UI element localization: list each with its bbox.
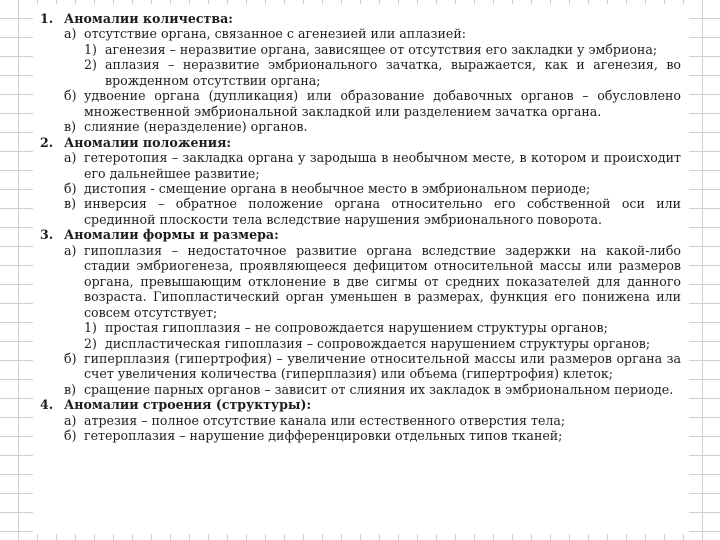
- list-item-marker: а): [64, 412, 77, 428]
- list-item-text: гетероплазия – нарушение дифференцировки отдельных типов тканей;: [84, 428, 563, 444]
- list-item-marker: б): [64, 180, 77, 196]
- list-item: [64, 196, 681, 227]
- sub-list-item-text: простая гипоплазия – не сопровождается нарушением структуры органов;: [105, 320, 608, 336]
- section-title: Аномалии положения:: [64, 134, 232, 150]
- sub-list-item-text: агенезия – неразвитие органа, зависящее от отсутствия его закладки у эмбриона;: [105, 41, 658, 57]
- list-item-text: атрезия – полное отсутствие канала или естественного отверстия тела;: [84, 412, 566, 428]
- section-number: 1.: [40, 11, 54, 26]
- list-item: [64, 88, 681, 119]
- section-title: Аномалии количества:: [64, 11, 233, 26]
- sub-list-item-marker: 1): [84, 41, 97, 57]
- section-title: Аномалии формы и размера:: [64, 227, 279, 243]
- list-item: [64, 382, 681, 397]
- list-item: [64, 181, 681, 196]
- list-item-text: удвоение органа (дупликация) или образование добавочных органов – обусловлено множественной эмбриональной закладкой или разделением зачатка органа.: [84, 88, 681, 119]
- section-heading: [40, 397, 681, 412]
- document-page: [33, 4, 689, 534]
- section-number: 3.: [40, 227, 54, 243]
- list-item: [64, 243, 681, 320]
- list-item-text: гетеротопия – закладка органа у зародыша в необычном месте, в котором и происходит его дальнейшее развитие;: [84, 150, 681, 181]
- section-number: 4.: [40, 397, 54, 413]
- section-heading: [40, 135, 681, 150]
- list-item-marker: в): [64, 119, 77, 135]
- list-item-marker: б): [64, 350, 77, 366]
- list-item: [64, 351, 681, 382]
- sub-list-item: [84, 57, 681, 88]
- sub-list-item: [84, 336, 681, 351]
- list-item-marker: б): [64, 88, 77, 104]
- list-item-text: слияние (неразделение) органов.: [84, 119, 308, 135]
- list-item-marker: б): [64, 428, 77, 444]
- section-heading: [40, 227, 681, 242]
- section-title: Аномалии строения (структуры):: [64, 397, 312, 413]
- list-item: [64, 150, 681, 181]
- list-item: [64, 119, 681, 134]
- sub-list-item-marker: 1): [84, 320, 97, 336]
- list-item-text: сращение парных органов – зависит от слияния их закладок в эмбриональном периоде.: [84, 381, 674, 397]
- list-item-text: инверсия – обратное положение органа относительно его собственной оси или срединной плоскости тела вследствие нарушения эмбрионального поворота.: [84, 196, 681, 227]
- list-item: [64, 26, 681, 41]
- sub-list-item-marker: 2): [84, 57, 97, 73]
- sub-list-item-text: диспластическая гипоплазия – сопровождается нарушением структуры органов;: [105, 335, 651, 351]
- list-item: [64, 428, 681, 443]
- list-item: [64, 413, 681, 428]
- list-item-marker: в): [64, 381, 77, 397]
- sub-list-item: [84, 42, 681, 57]
- list-item-text: гиперплазия (гипертрофия) – увеличение относительной массы или размеров органа за счет увеличения количества (гиперплазия) или объема (гипертрофия) клеток;: [84, 350, 681, 382]
- list-item-text: отсутствие органа, связанное с агенезией или аплазией:: [84, 26, 467, 42]
- section-heading: [40, 11, 681, 26]
- sub-list-item: [84, 320, 681, 335]
- sub-list-item-marker: 2): [84, 335, 97, 351]
- list-item-text: дистопия - смещение органа в необычное место в эмбриональном периоде;: [84, 180, 591, 196]
- list-item-marker: в): [64, 196, 77, 212]
- section-number: 2.: [40, 134, 54, 150]
- list-item-marker: а): [64, 242, 77, 258]
- list-item-text: гипоплазия – недостаточное развитие органа вследствие задержки на какой-либо стадии эмбриогенеза, проявляющееся дефицитом относительной массы или размеров органа, превышающим отклонение в две сигмы от средних показателей для данного возраста. Гипопластический орган уменьшен в размерах, функция его понижена или совсем отсутствует;: [84, 242, 681, 320]
- sub-list-item-text: аплазия – неразвитие эмбрионального зачатка, выражается, как и агенезия, во врожденном отсутствии органа;: [105, 57, 681, 88]
- list-item-marker: а): [64, 26, 77, 42]
- list-item-marker: а): [64, 150, 77, 166]
